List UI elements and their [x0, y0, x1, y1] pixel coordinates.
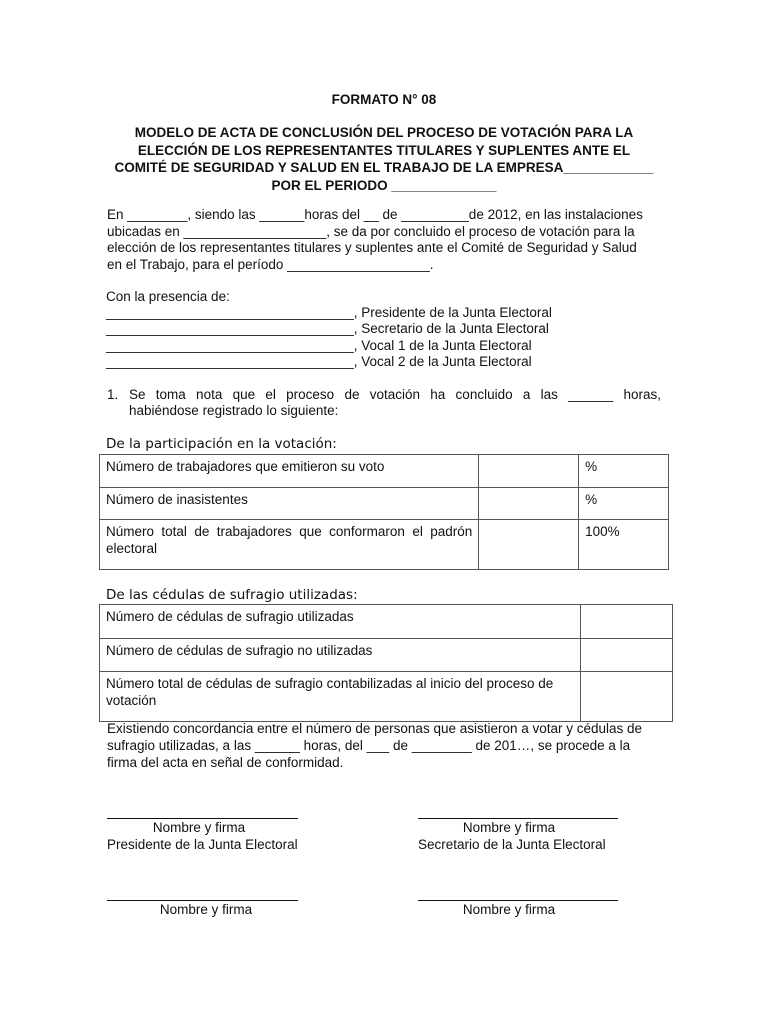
closing-line-1: Existiendo concordancia entre el número de personas que asistieron a votar y cédulas de [107, 721, 643, 736]
secretary-name-label: Nombre y firma [462, 820, 556, 835]
ballots-desc: Número total de cédulas de sufragio contabilizadas al inicio del proceso de votación [100, 672, 581, 722]
intro-line-4: en el Trabajo, para el período ___________________. [107, 257, 434, 272]
president-signature-line [107, 818, 298, 819]
participation-pct: 100% [579, 520, 669, 570]
closing-line-3: firma del acta en señal de conformidad. [107, 755, 344, 770]
ballots-desc: Número de cédulas de sufragio no utilizadas [100, 639, 581, 672]
intro-line-1: En ________, siendo las ______horas del __ de _________de 2012, en las instalaciones [107, 207, 643, 222]
participation-label: De la participación en la votación: [106, 436, 337, 452]
presence-label: Con la presencia de: [106, 289, 230, 304]
presence-secretary: _________________________________, Secretario de la Junta Electoral [106, 321, 549, 336]
ballots-value[interactable] [581, 605, 673, 639]
ballots-value[interactable] [581, 672, 673, 722]
heading-line-3: COMITÉ DE SEGURIDAD Y SALUD EN EL TRABAJO DE LA EMPRESA____________ [114, 160, 654, 175]
president-role-label: Presidente de la Junta Electoral [107, 837, 298, 852]
heading-line-4: POR EL PERIODO ______________ [271, 178, 497, 193]
secretary-role-label: Secretario de la Junta Electoral [418, 837, 606, 852]
item-line-2: habiéndose registrado lo siguiente: [129, 403, 339, 418]
participation-table [99, 454, 669, 570]
ballots-desc: Número de cédulas de sufragio utilizadas [100, 605, 581, 639]
closing-line-2: sufragio utilizadas, a las ______ horas, del ___ de ________ de 201…, se procede a la [107, 738, 631, 753]
table-row [100, 455, 669, 488]
table-row [100, 639, 673, 672]
participation-value[interactable] [479, 520, 579, 570]
table-row [100, 672, 673, 722]
participation-value[interactable] [479, 488, 579, 520]
vocal2-signature-line [418, 900, 618, 901]
intro-line-3: elección de los representantes titulares y suplentes ante el Comité de Seguridad y Salud [107, 240, 637, 255]
table-row [100, 520, 669, 570]
table-row [100, 605, 673, 639]
participation-desc: Número de trabajadores que emitieron su voto [100, 455, 479, 488]
format-title: FORMATO N° 08 [331, 92, 437, 107]
presence-vocal-2: _________________________________, Vocal 2 de la Junta Electoral [106, 354, 532, 369]
participation-value[interactable] [479, 455, 579, 488]
president-name-label: Nombre y firma [152, 820, 246, 835]
table-row [100, 488, 669, 520]
heading-line-1: MODELO DE ACTA DE CONCLUSIÓN DEL PROCESO DE VOTACIÓN PARA LA [134, 125, 634, 140]
secretary-signature-line [418, 818, 618, 819]
participation-desc: Número de inasistentes [100, 488, 479, 520]
participation-pct: % [579, 455, 669, 488]
ballots-label: De las cédulas de sufragio utilizadas: [106, 587, 358, 603]
participation-pct: % [579, 488, 669, 520]
ballots-value[interactable] [581, 639, 673, 672]
intro-line-2: ubicadas en ___________________, se da por concluido el proceso de votación para la [107, 224, 635, 239]
heading-line-2: ELECCIÓN DE LOS REPRESENTANTES TITULARES Y SUPLENTES ANTE EL [137, 143, 631, 158]
presence-vocal-1: _________________________________, Vocal 1 de la Junta Electoral [106, 338, 532, 353]
item-number: 1. [107, 387, 119, 402]
ballots-table [99, 604, 673, 722]
vocal1-signature-line [107, 900, 298, 901]
item-line-1: Se toma nota que el proceso de votación ha concluido a las ______ horas, [129, 387, 661, 402]
participation-desc: Número total de trabajadores que conformaron el padrón electoral [100, 520, 479, 570]
presence-president: _________________________________, Presidente de la Junta Electoral [106, 305, 552, 320]
vocal2-name-label: Nombre y firma [462, 902, 556, 917]
vocal1-name-label: Nombre y firma [159, 902, 253, 917]
